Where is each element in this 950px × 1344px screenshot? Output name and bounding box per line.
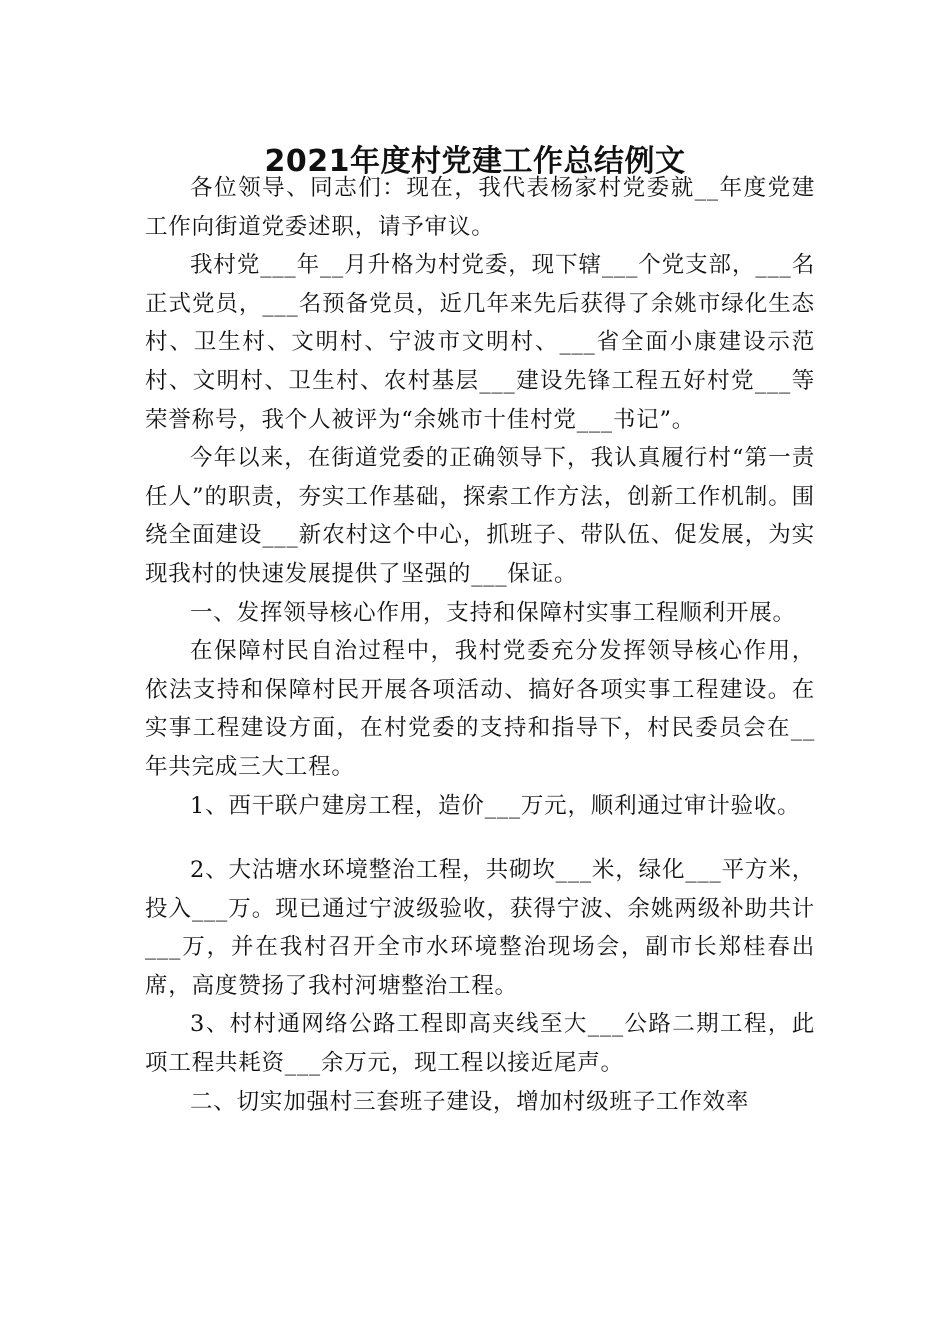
section-heading-two: 二、切实加强村三套班子建设，增加村级班子工作效率 — [190, 1088, 750, 1115]
section-heading-one: 一、发挥领导核心作用，支持和保障村实事工程顺利开展。 — [190, 599, 796, 626]
paragraph-year-summary: 今年以来，在街道党委的正确领导下，我认真履行村“第一责任人”的职责，夯实工作基础，探索工作方法，创新工作机制。围绕全面建设___新农村这个中心，抓班子、带队伍、促发展，为实现我村的快速发展提供了坚强的___保证。 — [145, 445, 815, 587]
paragraph-gap — [145, 825, 815, 851]
document-body — [145, 169, 815, 1121]
document-title: 2021年度村党建工作总结例文 — [264, 144, 686, 180]
list-item-project-1: 1、西干联户建房工程，造价___万元，顺利通过审计验收。 — [190, 792, 801, 819]
paragraph-greeting: 各位领导、同志们：现在，我代表杨家村党委就__年度党建工作向街道党委述职，请予审议。 — [145, 175, 815, 240]
paragraph-village-overview: 我村党___年__月升格为村党委，现下辖___个党支部，___名正式党员，___名预备党员，近几年来先后获得了余姚市绿化生态村、卫生村、文明村、宁波市文明村、___省全面小康建设示范村、文明村、卫生村、农村基层___建设先锋工程五好村党___等荣誉称号，我个人被评为“余姚市十佳村党___书记”。 — [145, 252, 815, 433]
list-item-project-2: 2、大沽塘水环境整治工程，共砌坎___米，绿化___平方米，投入___万。现已通过宁波级验收，获得宁波、余姚两级补助共计___万，并在我村召开全市水环境整治现场会，副市长郑桂春出席，高度赞扬了我村河塘整治工程。 — [145, 857, 815, 999]
paragraph-village-autonomy: 在保障村民自治过程中，我村党委充分发挥领导核心作用，依法支持和保障村民开展各项活动、搞好各项实事工程建设。在实事工程建设方面，在村党委的支持和指导下，村民委员会在__年共完成三大工程。 — [145, 638, 815, 780]
list-item-project-3: 3、村村通网络公路工程即高夹线至大___公路二期工程，此项工程共耗资___余万元，现工程以接近尾声。 — [145, 1011, 815, 1077]
